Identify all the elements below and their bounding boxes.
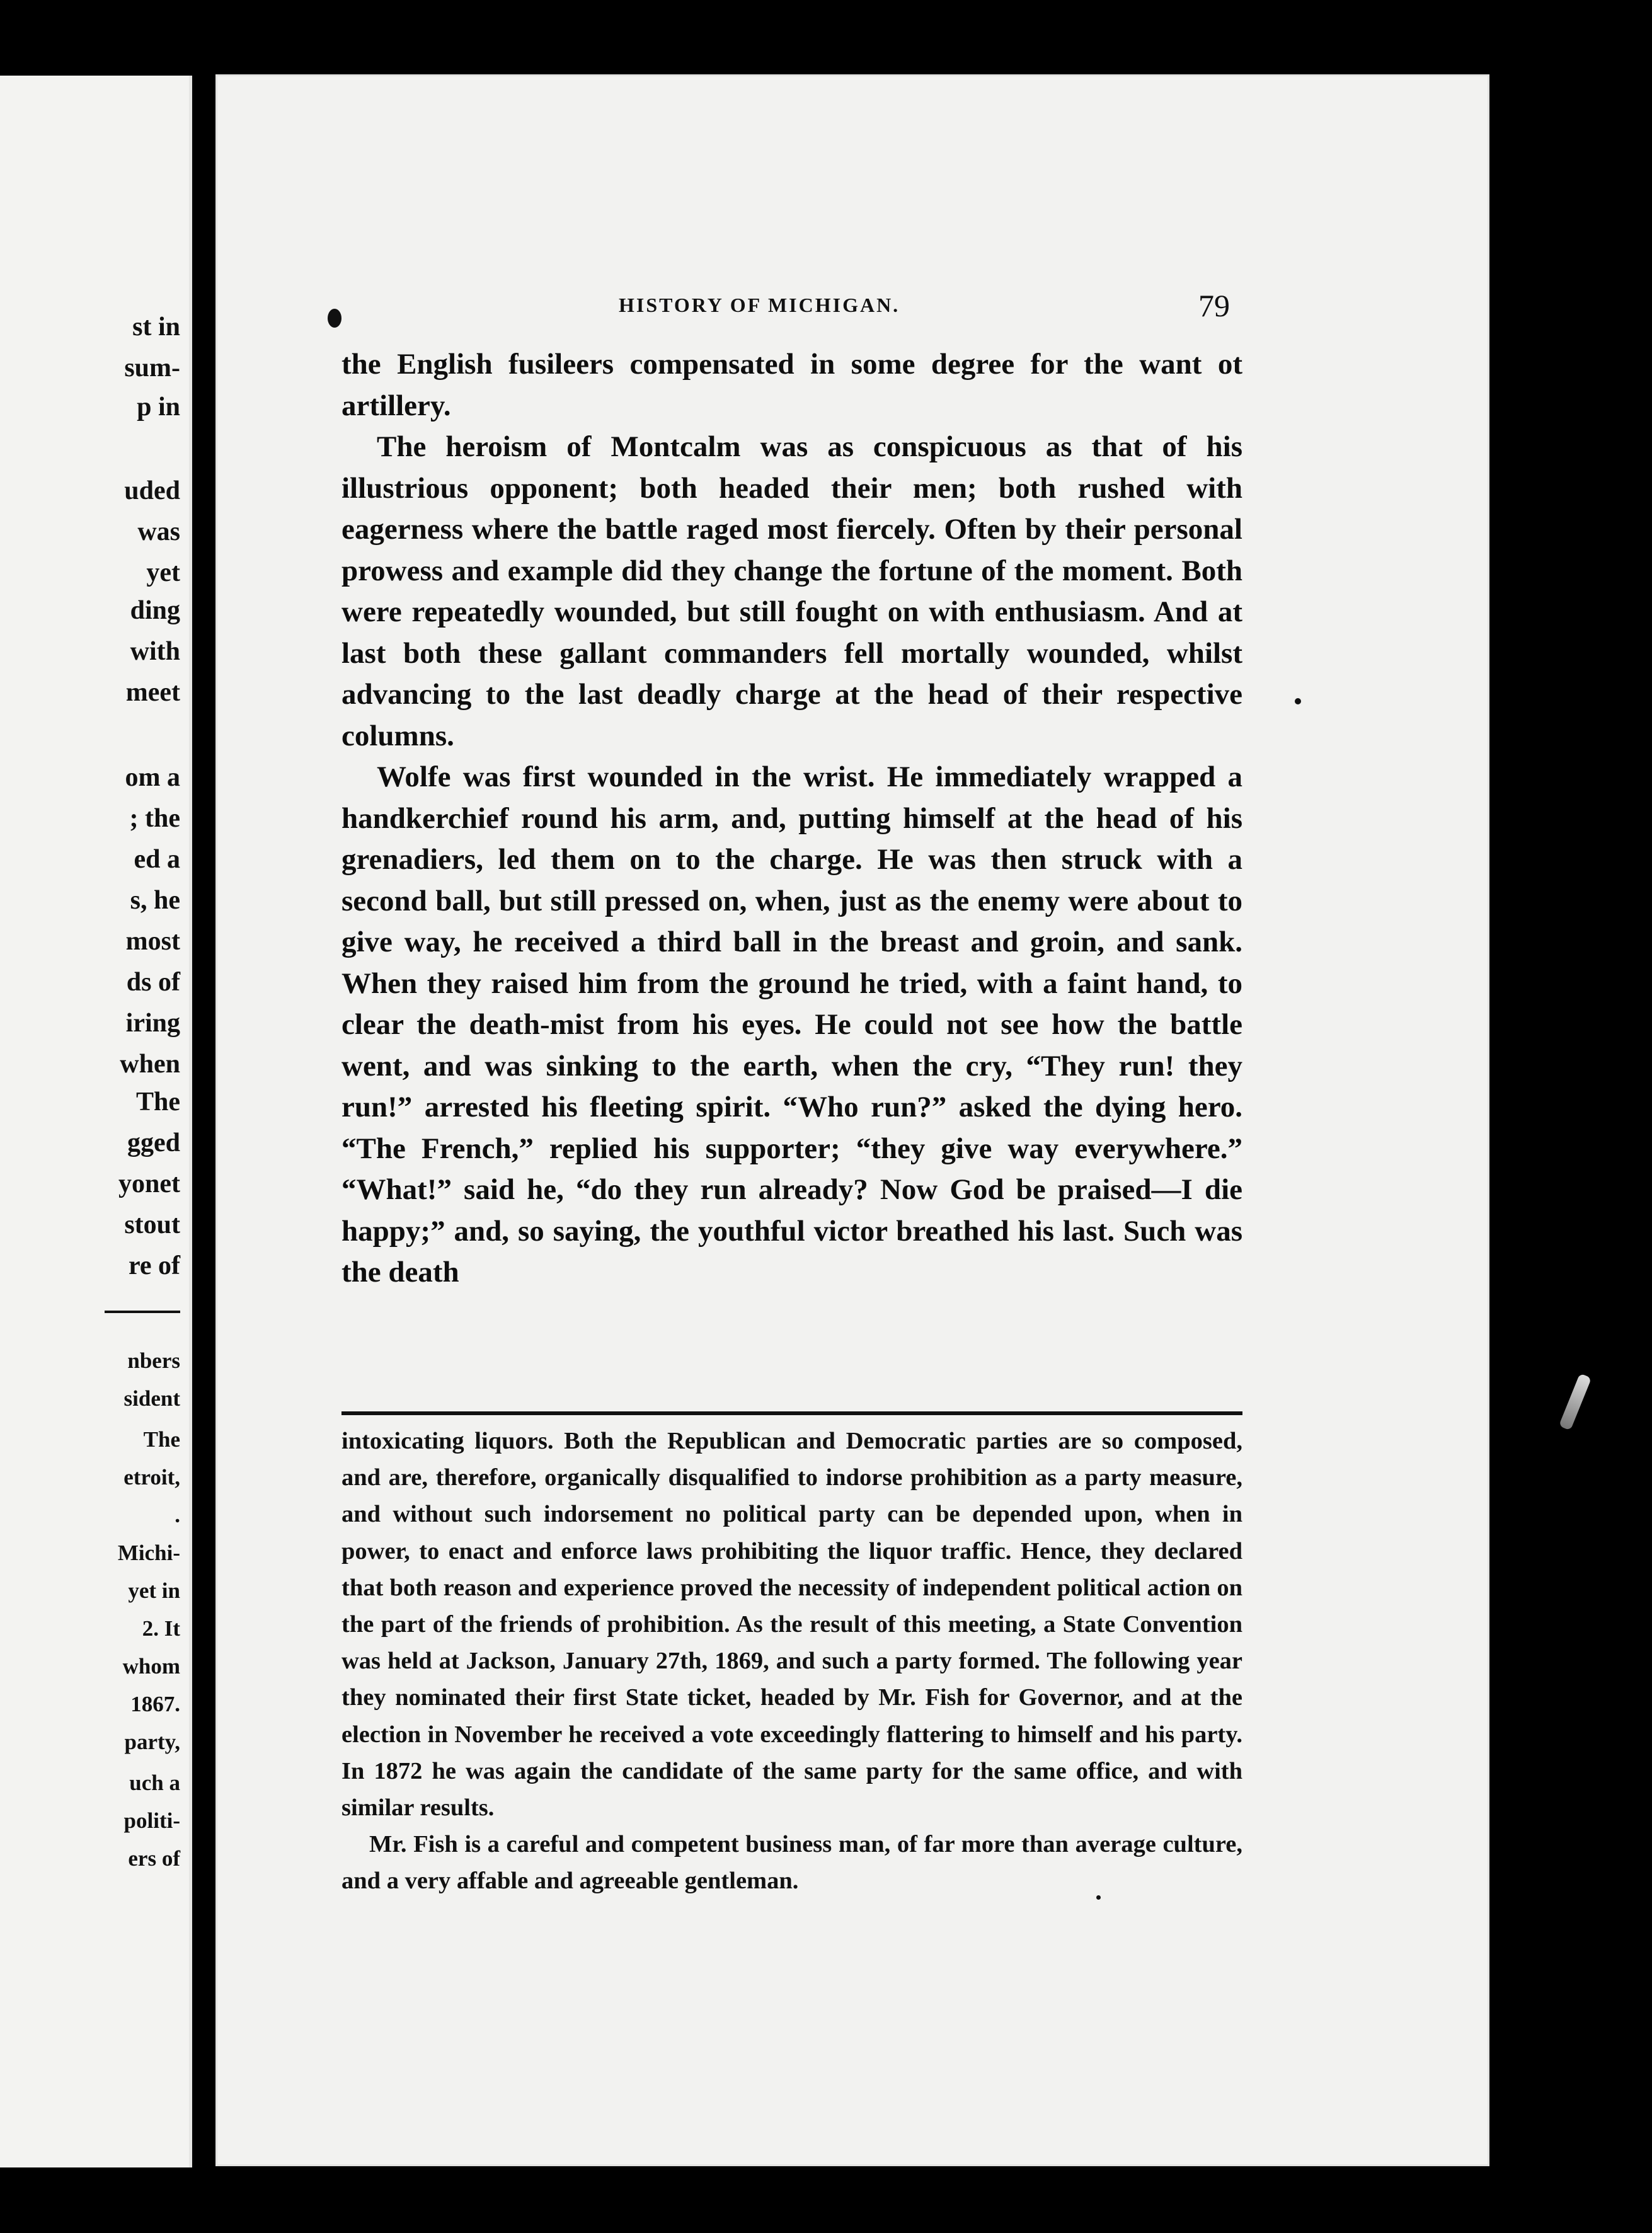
footnote-rule bbox=[341, 1411, 1242, 1415]
previous-page-line: politi- bbox=[123, 1808, 180, 1833]
previous-page-line: was bbox=[137, 517, 180, 546]
previous-page-line: re of bbox=[128, 1251, 180, 1280]
paragraph: The heroism of Montcalm was as conspicuous as that of his illustrious opponent; both headed their men; both rushed with eagerness where the battle raged most fiercely. Often by their personal prowess and example did they change the fortune of the moment. Both were repeatedly wounded, but still fought on with enthusiasm. And at last both these gallant commanders fell mortally wounded, whilst advancing to the last deadly charge at the head of their respective columns. bbox=[341, 430, 1242, 752]
previous-page-line: ed a bbox=[134, 845, 180, 874]
previous-page-line: ers of bbox=[128, 1846, 180, 1871]
previous-page-line: The bbox=[135, 1088, 180, 1116]
previous-page-line: om a bbox=[125, 763, 180, 792]
previous-page-line: nbers bbox=[127, 1348, 180, 1373]
previous-page-line: uded bbox=[124, 476, 180, 505]
ink-speck bbox=[1295, 698, 1301, 704]
previous-page-line: when bbox=[120, 1050, 180, 1079]
footnote-paragraph: Mr. Fish is a careful and competent business man, of far more than average culture, and a very affable and agreeable gentleman. bbox=[341, 1831, 1242, 1895]
page-header bbox=[215, 287, 1489, 325]
previous-page-line: p in bbox=[137, 393, 180, 422]
previous-page-line: sident bbox=[123, 1386, 180, 1411]
previous-page-line: ; the bbox=[129, 804, 180, 833]
paragraph: Wolfe was first wounded in the wrist. He immediately wrapped a handkerchief round his arm, and, putting himself at the head of his grenadiers, led them on to the charge. He was then struck with a second ball, but still pressed on, when, just as the enemy were about to give way, he received a third ball in the breast and groin, and sank. When they raised him from the ground he tried, with a faint hand, to clear the death-mist from his eyes. He could not see how the battle went, and was sinking to the earth, when the cry, “They run! they run!” arrested his fleeting spirit. “Who run?” asked the dying hero. “The French,” replied his supporter; “they give way everywhere.” “What!” said he, “do they run already? Now God be praised—I die happy;” and, so saying, the youthful victor breathed his last. Such was the death bbox=[341, 761, 1242, 1289]
previous-page-line: with bbox=[130, 637, 180, 666]
previous-page-line: stout bbox=[124, 1210, 180, 1239]
previous-page-line: meet bbox=[125, 678, 180, 707]
previous-page-line: . bbox=[175, 1503, 180, 1527]
previous-page-line: yonet bbox=[118, 1169, 180, 1198]
previous-page-fragment bbox=[0, 76, 192, 2167]
previous-page-line: party, bbox=[124, 1730, 180, 1754]
previous-page-line: whom bbox=[122, 1654, 180, 1679]
previous-page-line: The bbox=[143, 1427, 180, 1452]
previous-page-line: 2. It bbox=[142, 1616, 180, 1641]
paragraph: the English fusileers compensated in some degree for the want ot artillery. bbox=[341, 348, 1242, 422]
previous-page-line: uch a bbox=[129, 1771, 180, 1795]
previous-page-line: yet in bbox=[128, 1578, 180, 1603]
main-text bbox=[341, 344, 1242, 1294]
footnote-paragraph: intoxicating liquors. Both the Republican and Democratic parties are so composed, and are, therefore, organically disqualified to indorse prohibition as a party measure, and without such indorsement no political party can be depended upon, when in power, to enact and enforce laws prohibiting the liquor traffic. Hence, they declared that both reason and experience proved the necessity of independent political action on the part of the friends of prohibition. As the result of this meeting, a State Convention was held at Jackson, January 27th, 1869, and such a party formed. The following year they nominated their first State ticket, headed by Mr. Fish for Governor, and at the election in November he received a vote exceedingly flattering to himself and his party. In 1872 he was again the candidate of the same party for the same office, and with similar results. bbox=[341, 1428, 1242, 1822]
previous-page-line: iring bbox=[125, 1009, 180, 1038]
footnote bbox=[341, 1423, 1242, 1900]
book-page bbox=[215, 74, 1489, 2166]
scan-artifact bbox=[1559, 1374, 1592, 1431]
previous-page-line: etroit, bbox=[123, 1465, 180, 1490]
previous-page-line: s, he bbox=[130, 886, 180, 915]
previous-page-line: Michi- bbox=[117, 1541, 180, 1565]
previous-page-line: ds of bbox=[126, 968, 180, 997]
previous-page-line: st in bbox=[132, 313, 180, 342]
running-head: HISTORY OF MICHIGAN. bbox=[619, 294, 900, 316]
previous-page-line: 1867. bbox=[130, 1692, 180, 1716]
previous-page-line: ding bbox=[130, 596, 180, 625]
page-number: 79 bbox=[1198, 288, 1230, 323]
previous-page-rule bbox=[105, 1311, 180, 1313]
previous-page-line: most bbox=[125, 927, 180, 956]
previous-page-line: yet bbox=[146, 558, 180, 587]
previous-page-line: sum- bbox=[124, 353, 180, 382]
previous-page-line: gged bbox=[127, 1128, 180, 1157]
